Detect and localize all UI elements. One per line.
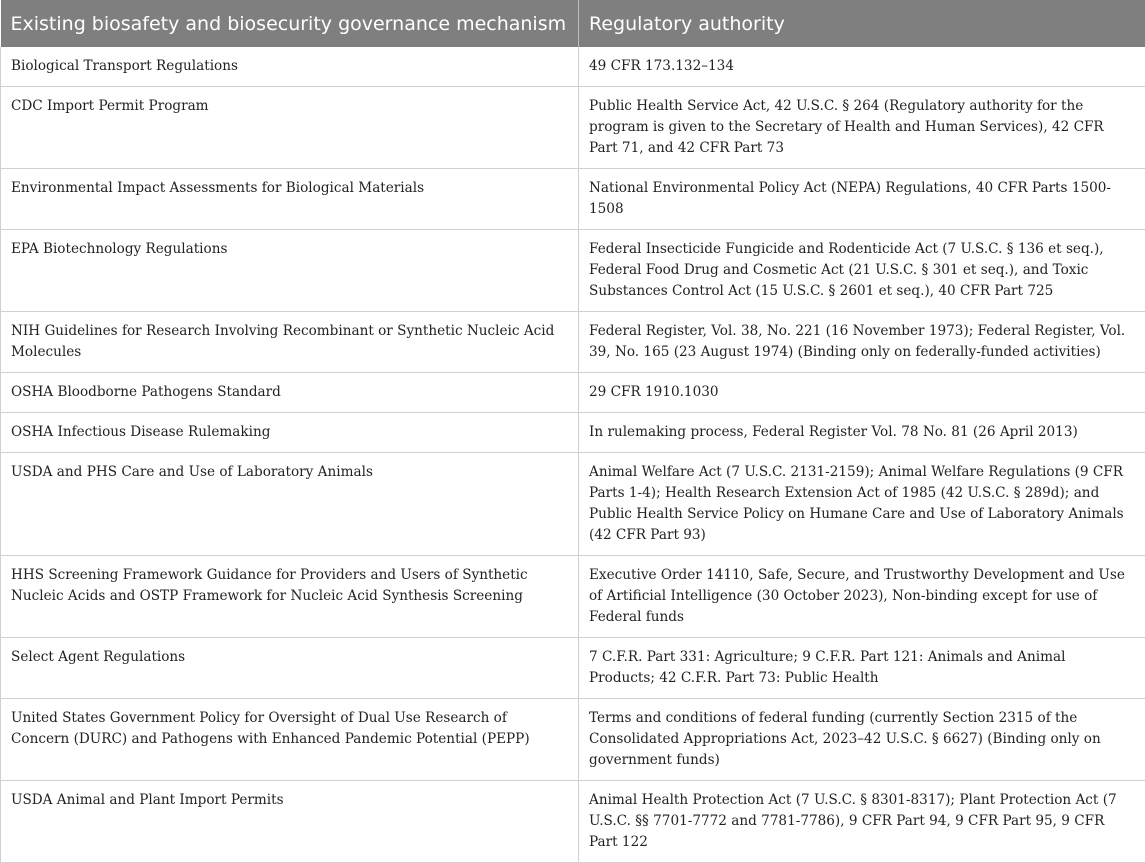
mechanism-cell: Biological Transport Regulations [1,47,579,87]
mechanism-cell: Environmental Impact Assessments for Biological Materials [1,169,579,230]
table-row [1,373,1145,413]
authority-cell: National Environmental Policy Act (NEPA) Regulations, 40 CFR Parts 1500-1508 [579,169,1145,230]
mechanism-cell: OSHA Bloodborne Pathogens Standard [1,373,579,413]
authority-cell: 49 CFR 173.132–134 [579,47,1145,87]
authority-cell: In rulemaking process, Federal Register Vol. 78 No. 81 (26 April 2013) [579,413,1145,453]
authority-cell: Animal Welfare Act (7 U.S.C. 2131-2159); Animal Welfare Regulations (9 CFR Parts 1-4); Health Research Extension Act of 1985 (42 U.S.C. § 289d); and Public Health Service Policy on Humane Care and Use of Laboratory Animals (42 CFR Part 93) [579,453,1145,556]
header-row [1,0,1145,47]
table-row [1,781,1145,863]
table-row [1,413,1145,453]
mechanism-cell: OSHA Infectious Disease Rulemaking [1,413,579,453]
authority-cell: Terms and conditions of federal funding (currently Section 2315 of the Consolidated Appropriations Act, 2023–42 U.S.C. § 6627) (Binding only on government funds) [579,699,1145,781]
authority-cell: Federal Register, Vol. 38, No. 221 (16 November 1973); Federal Register, Vol. 39, No. 165 (23 August 1974) (Binding only on federally-funded activities) [579,312,1145,373]
authority-cell: Public Health Service Act, 42 U.S.C. § 264 (Regulatory authority for the program is given to the Secretary of Health and Human Services), 42 CFR Part 71, and 42 CFR Part 73 [579,87,1145,169]
mechanism-cell: HHS Screening Framework Guidance for Providers and Users of Synthetic Nucleic Acids and OSTP Framework for Nucleic Acid Synthesis Screening [1,556,579,638]
authority-cell: Federal Insecticide Fungicide and Rodenticide Act (7 U.S.C. § 136 et seq.), Federal Food Drug and Cosmetic Act (21 U.S.C. § 301 et seq.), and Toxic Substances Control Act (15 U.S.C. § 2601 et seq.), 40 CFR Part 725 [579,230,1145,312]
table-row [1,453,1145,556]
mechanism-cell: Select Agent Regulations [1,638,579,699]
header-authority: Regulatory authority [579,0,1145,47]
authority-cell: 7 C.F.R. Part 331: Agriculture; 9 C.F.R. Part 121: Animals and Animal Products; 42 C.F.R. Part 73: Public Health [579,638,1145,699]
mechanism-cell: NIH Guidelines for Research Involving Recombinant or Synthetic Nucleic Acid Molecules [1,312,579,373]
table-row [1,169,1145,230]
table-row [1,312,1145,373]
table-row [1,87,1145,169]
table-row [1,556,1145,638]
mechanism-cell: EPA Biotechnology Regulations [1,230,579,312]
table-row [1,638,1145,699]
authority-cell: Executive Order 14110, Safe, Secure, and Trustworthy Development and Use of Artificial Intelligence (30 October 2023), Non-binding except for use of Federal funds [579,556,1145,638]
mechanism-cell: USDA Animal and Plant Import Permits [1,781,579,863]
mechanism-cell: USDA and PHS Care and Use of Laboratory Animals [1,453,579,556]
mechanism-cell: United States Government Policy for Oversight of Dual Use Research of Concern (DURC) and Pathogens with Enhanced Pandemic Potential (PEPP) [1,699,579,781]
authority-cell: 29 CFR 1910.1030 [579,373,1145,413]
header-mechanism: Existing biosafety and biosecurity governance mechanism [1,0,579,47]
table-row [1,699,1145,781]
table-row [1,47,1145,87]
table-row [1,230,1145,312]
authority-cell: Animal Health Protection Act (7 U.S.C. § 8301-8317); Plant Protection Act (7 U.S.C. §§ 7701-7772 and 7781-7786), 9 CFR Part 94, 9 CFR Part 95, 9 CFR Part 122 [579,781,1145,863]
mechanism-cell: CDC Import Permit Program [1,87,579,169]
